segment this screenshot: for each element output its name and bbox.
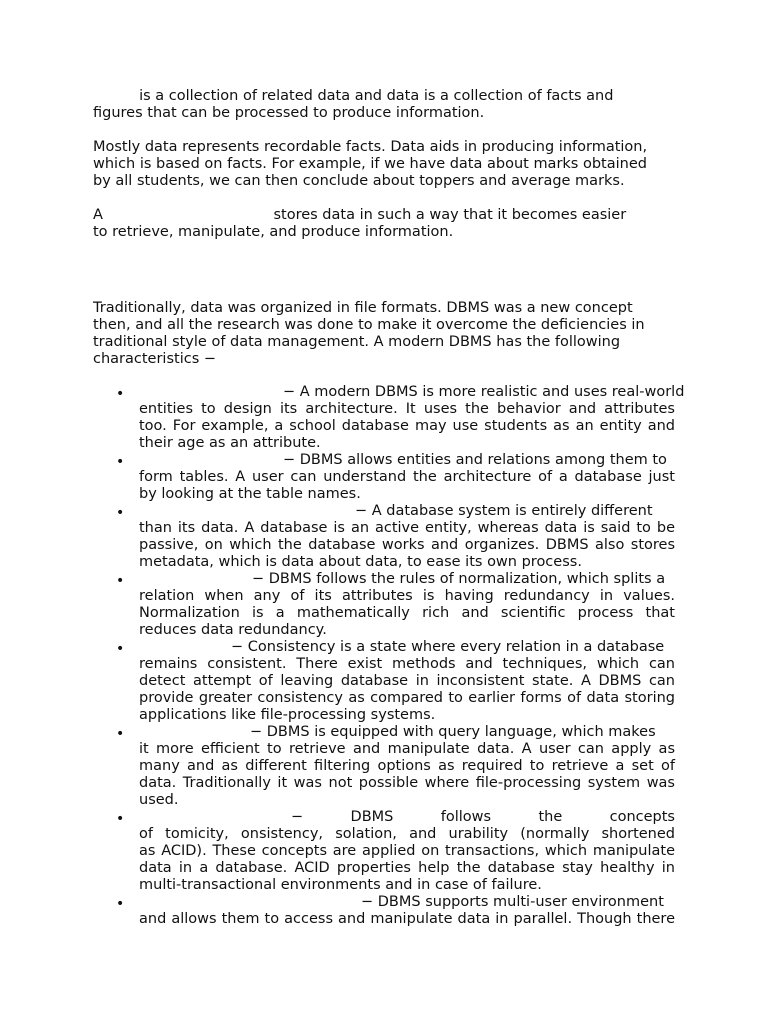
text-line: is a collection of related data and data is a collection of facts and <box>93 88 614 104</box>
text-line: Mostly data represents recordable facts. Data aids in producing information, <box>93 139 648 155</box>
bullet-icon: • <box>116 573 125 589</box>
text-line: data. Traditionally it was not possible where file-processing system was <box>139 775 675 791</box>
list-item-real-world-entity <box>0 384 768 452</box>
text-line: − DBMS follows the rules of normalization, which splits a <box>252 571 666 587</box>
text-line: metadata, which is data about data, to ease its own process. <box>139 554 582 570</box>
paragraph-database-definition <box>93 88 676 122</box>
list-item-multiuser-concurrent-access <box>0 894 768 928</box>
bullet-icon: • <box>116 811 125 827</box>
bullet-icon: • <box>116 726 125 742</box>
text-line: − DBMS follows the concepts <box>291 809 675 825</box>
text-line: − DBMS allows entities and relations among them to <box>283 452 667 468</box>
text-line: as ACID). These concepts are applied on transactions, which manipulate <box>139 843 675 859</box>
text-line: passive, on which the database works and organizes. DBMS also stores <box>139 537 675 553</box>
text-line: Normalization is a mathematically rich and scientific process that <box>139 605 675 621</box>
list-item-isolation-data-application <box>0 503 768 571</box>
list-item-query-language <box>0 724 768 809</box>
bullet-icon: • <box>116 386 125 402</box>
text-line: it more efficient to retrieve and manipulate data. A user can apply as <box>139 741 675 757</box>
text-line: reduces data redundancy. <box>139 622 327 638</box>
text-line: Traditionally, data was organized in file formats. DBMS was a new concept <box>93 300 633 316</box>
text-line: their age as an attribute. <box>139 435 321 451</box>
list-item-relation-based-tables <box>0 452 768 503</box>
text-line: form tables. A user can understand the architecture of a database just <box>139 469 675 485</box>
text-line: too. For example, a school database may use students as an entity and <box>139 418 675 434</box>
list-item-acid-properties <box>0 809 768 894</box>
text-line: many and as different filtering options as required to retrieve a set of <box>139 758 675 774</box>
text-line: by all students, we can then conclude about toppers and average marks. <box>93 173 625 189</box>
paragraph-dbms-definition <box>93 207 676 241</box>
list-item-consistency <box>0 639 768 724</box>
bullet-icon: • <box>116 505 125 521</box>
text-line: applications like file-processing systems. <box>139 707 436 723</box>
text-line: relation when any of its attributes is having redundancy in values. <box>139 588 675 604</box>
characteristics-list <box>0 384 768 928</box>
list-item-less-redundancy <box>0 571 768 639</box>
text-line: − Consistency is a state where every relation in a database <box>231 639 665 655</box>
text-line: multi-transactional environments and in case of failure. <box>139 877 542 893</box>
text-line: figures that can be processed to produce information. <box>93 105 485 121</box>
text-line: provide greater consistency as compared to earlier forms of data storing <box>139 690 675 706</box>
text-line: by looking at the table names. <box>139 486 361 502</box>
text-line: used. <box>139 792 179 808</box>
text-line: than its data. A database is an active entity, whereas data is said to be <box>139 520 675 536</box>
text-line: − A modern DBMS is more realistic and uses real-world <box>283 384 685 400</box>
text-line: remains consistent. There exist methods and techniques, which can <box>139 656 675 672</box>
text-line: which is based on facts. For example, if we have data about marks obtained <box>93 156 647 172</box>
text-line: data in a database. ACID properties help the database stay healthy in <box>139 860 675 876</box>
text-line: − A database system is entirely different <box>355 503 653 519</box>
text-line: detect attempt of leaving database in inconsistent state. A DBMS can <box>139 673 675 689</box>
bullet-icon: • <box>116 896 125 912</box>
text-line: − DBMS is equipped with query language, which makes <box>250 724 656 740</box>
text-line: to retrieve, manipulate, and produce information. <box>93 224 454 240</box>
text-line: then, and all the research was done to make it overcome the deficiencies in <box>93 317 645 333</box>
text-line: A stores data in such a way that it becomes easier <box>93 207 627 223</box>
text-line: and allows them to access and manipulate data in parallel. Though there <box>139 911 675 927</box>
bullet-icon: • <box>116 454 125 470</box>
text-line: traditional style of data management. A modern DBMS has the following <box>93 334 621 350</box>
paragraph-data-facts <box>93 139 676 190</box>
paragraph-characteristics-intro <box>93 300 676 368</box>
text-line: characteristics − <box>93 351 217 367</box>
text-line: of tomicity, onsistency, solation, and urability (normally shortened <box>139 826 675 842</box>
text-line: − DBMS supports multi-user environment <box>361 894 664 910</box>
bullet-icon: • <box>116 641 125 657</box>
text-line: entities to design its architecture. It uses the behavior and attributes <box>139 401 675 417</box>
